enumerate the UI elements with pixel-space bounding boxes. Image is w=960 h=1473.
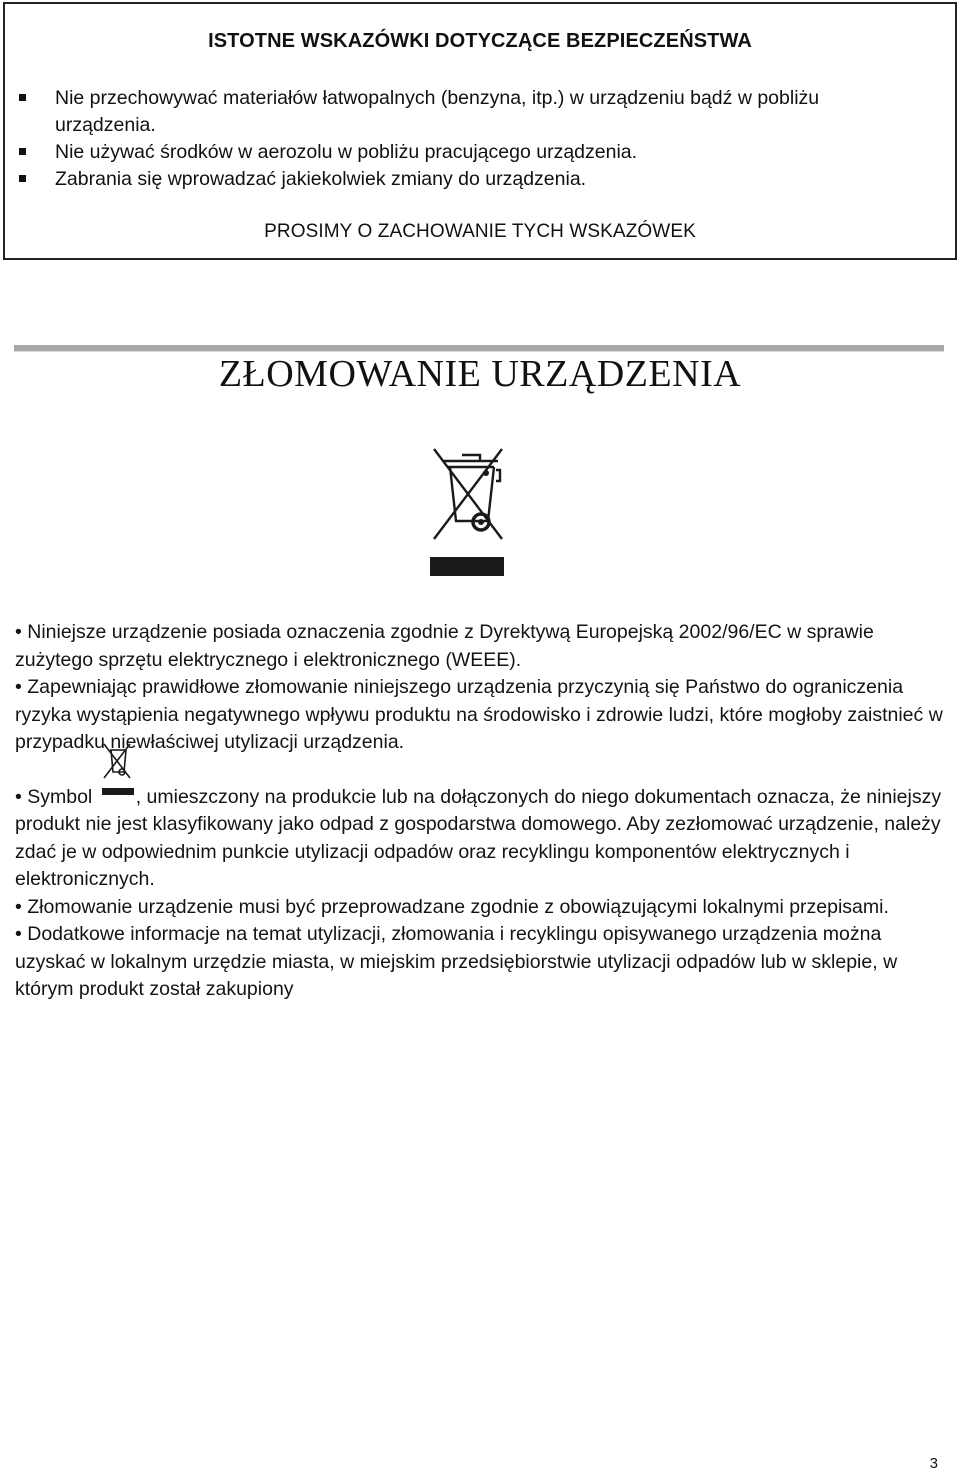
safety-item-text: Nie używać środków w aerozolu w pobliżu pracującego urządzenia. bbox=[55, 141, 638, 163]
paragraph: • Niniejsze urządzenie posiada oznaczenia zgodnie z Dyrektywą Europejską 2002/96/EC w sprawie zużytego sprzętu elektrycznego i elektronicznego (WEEE). bbox=[15, 621, 874, 671]
section-title: ZŁOMOWANIE URZĄDZENIA bbox=[218, 353, 742, 395]
crossed-out-wheelie-bin-icon bbox=[424, 443, 510, 579]
paragraph: • Złomowanie urządzenie musi być przeprowadzane zgodnie z obowiązującymi lokalnymi przepisami. bbox=[15, 895, 889, 918]
square-bullet-icon bbox=[19, 175, 26, 182]
paragraph: • Dodatkowe informacje na temat utylizacji, złomowania i recyklingu opisywanego urządzenia można uzyskać w lokalnym urzędzie miasta, w miejskim przedsiębiorstwie utylizacji odpadów lub w sklepie, w którym produkt został zakupiony bbox=[15, 923, 898, 1000]
paragraph bbox=[15, 784, 945, 894]
section-divider bbox=[14, 345, 944, 352]
crossed-out-wheelie-bin-icon bbox=[100, 742, 136, 806]
safety-list bbox=[17, 85, 917, 193]
list-item bbox=[17, 139, 917, 166]
safety-item-text: Zabrania się wprowadzać jakiekolwiek zmiany do urządzenia. bbox=[55, 168, 587, 190]
list-item bbox=[17, 85, 917, 139]
paragraph-start: • Symbol bbox=[15, 785, 98, 808]
paragraph-end: , umieszczony na produkcie lub na dołączonych do niego dokumentach oznacza, że niniejszy produkt nie jest klasyfikowany jako odpad z gospodarstwa domowego. Aby zezłomować urządzenie, należy zdać je w odpowiednim punkcie utylizacji odpadów oraz recyklingu komponentów elektrycznych i elektronicznych. bbox=[15, 785, 942, 890]
safety-item-text: Nie przechowywać materiałów łatwopalnych (benzyna, itp.) w urządzeniu bądź w pobliżu urządzenia. bbox=[55, 87, 820, 136]
disposal-body bbox=[15, 619, 945, 1004]
keep-instructions-note: PROSIMY O ZACHOWANIE TYCH WSKAZÓWEK bbox=[264, 221, 696, 242]
safety-title: ISTOTNE WSKAZÓWKI DOTYCZĄCE BEZPIECZEŃSTWA bbox=[208, 30, 752, 52]
safety-notice-box bbox=[3, 2, 957, 260]
weee-symbol-inline bbox=[98, 784, 136, 811]
page-number: 3 bbox=[929, 1455, 938, 1472]
list-item bbox=[17, 166, 917, 193]
square-bullet-icon bbox=[19, 94, 26, 101]
paragraph: • Zapewniając prawidłowe złomowanie niniejszego urządzenia przyczynią się Państwo do ograniczenia ryzyka wystąpienia negatywnego wpływu produktu na środowisko i zdrowie ludzi, które mogłoby zaistnieć w przypadku niewłaściwej utylizacji urządzenia. bbox=[15, 676, 943, 753]
square-bullet-icon bbox=[19, 148, 26, 155]
